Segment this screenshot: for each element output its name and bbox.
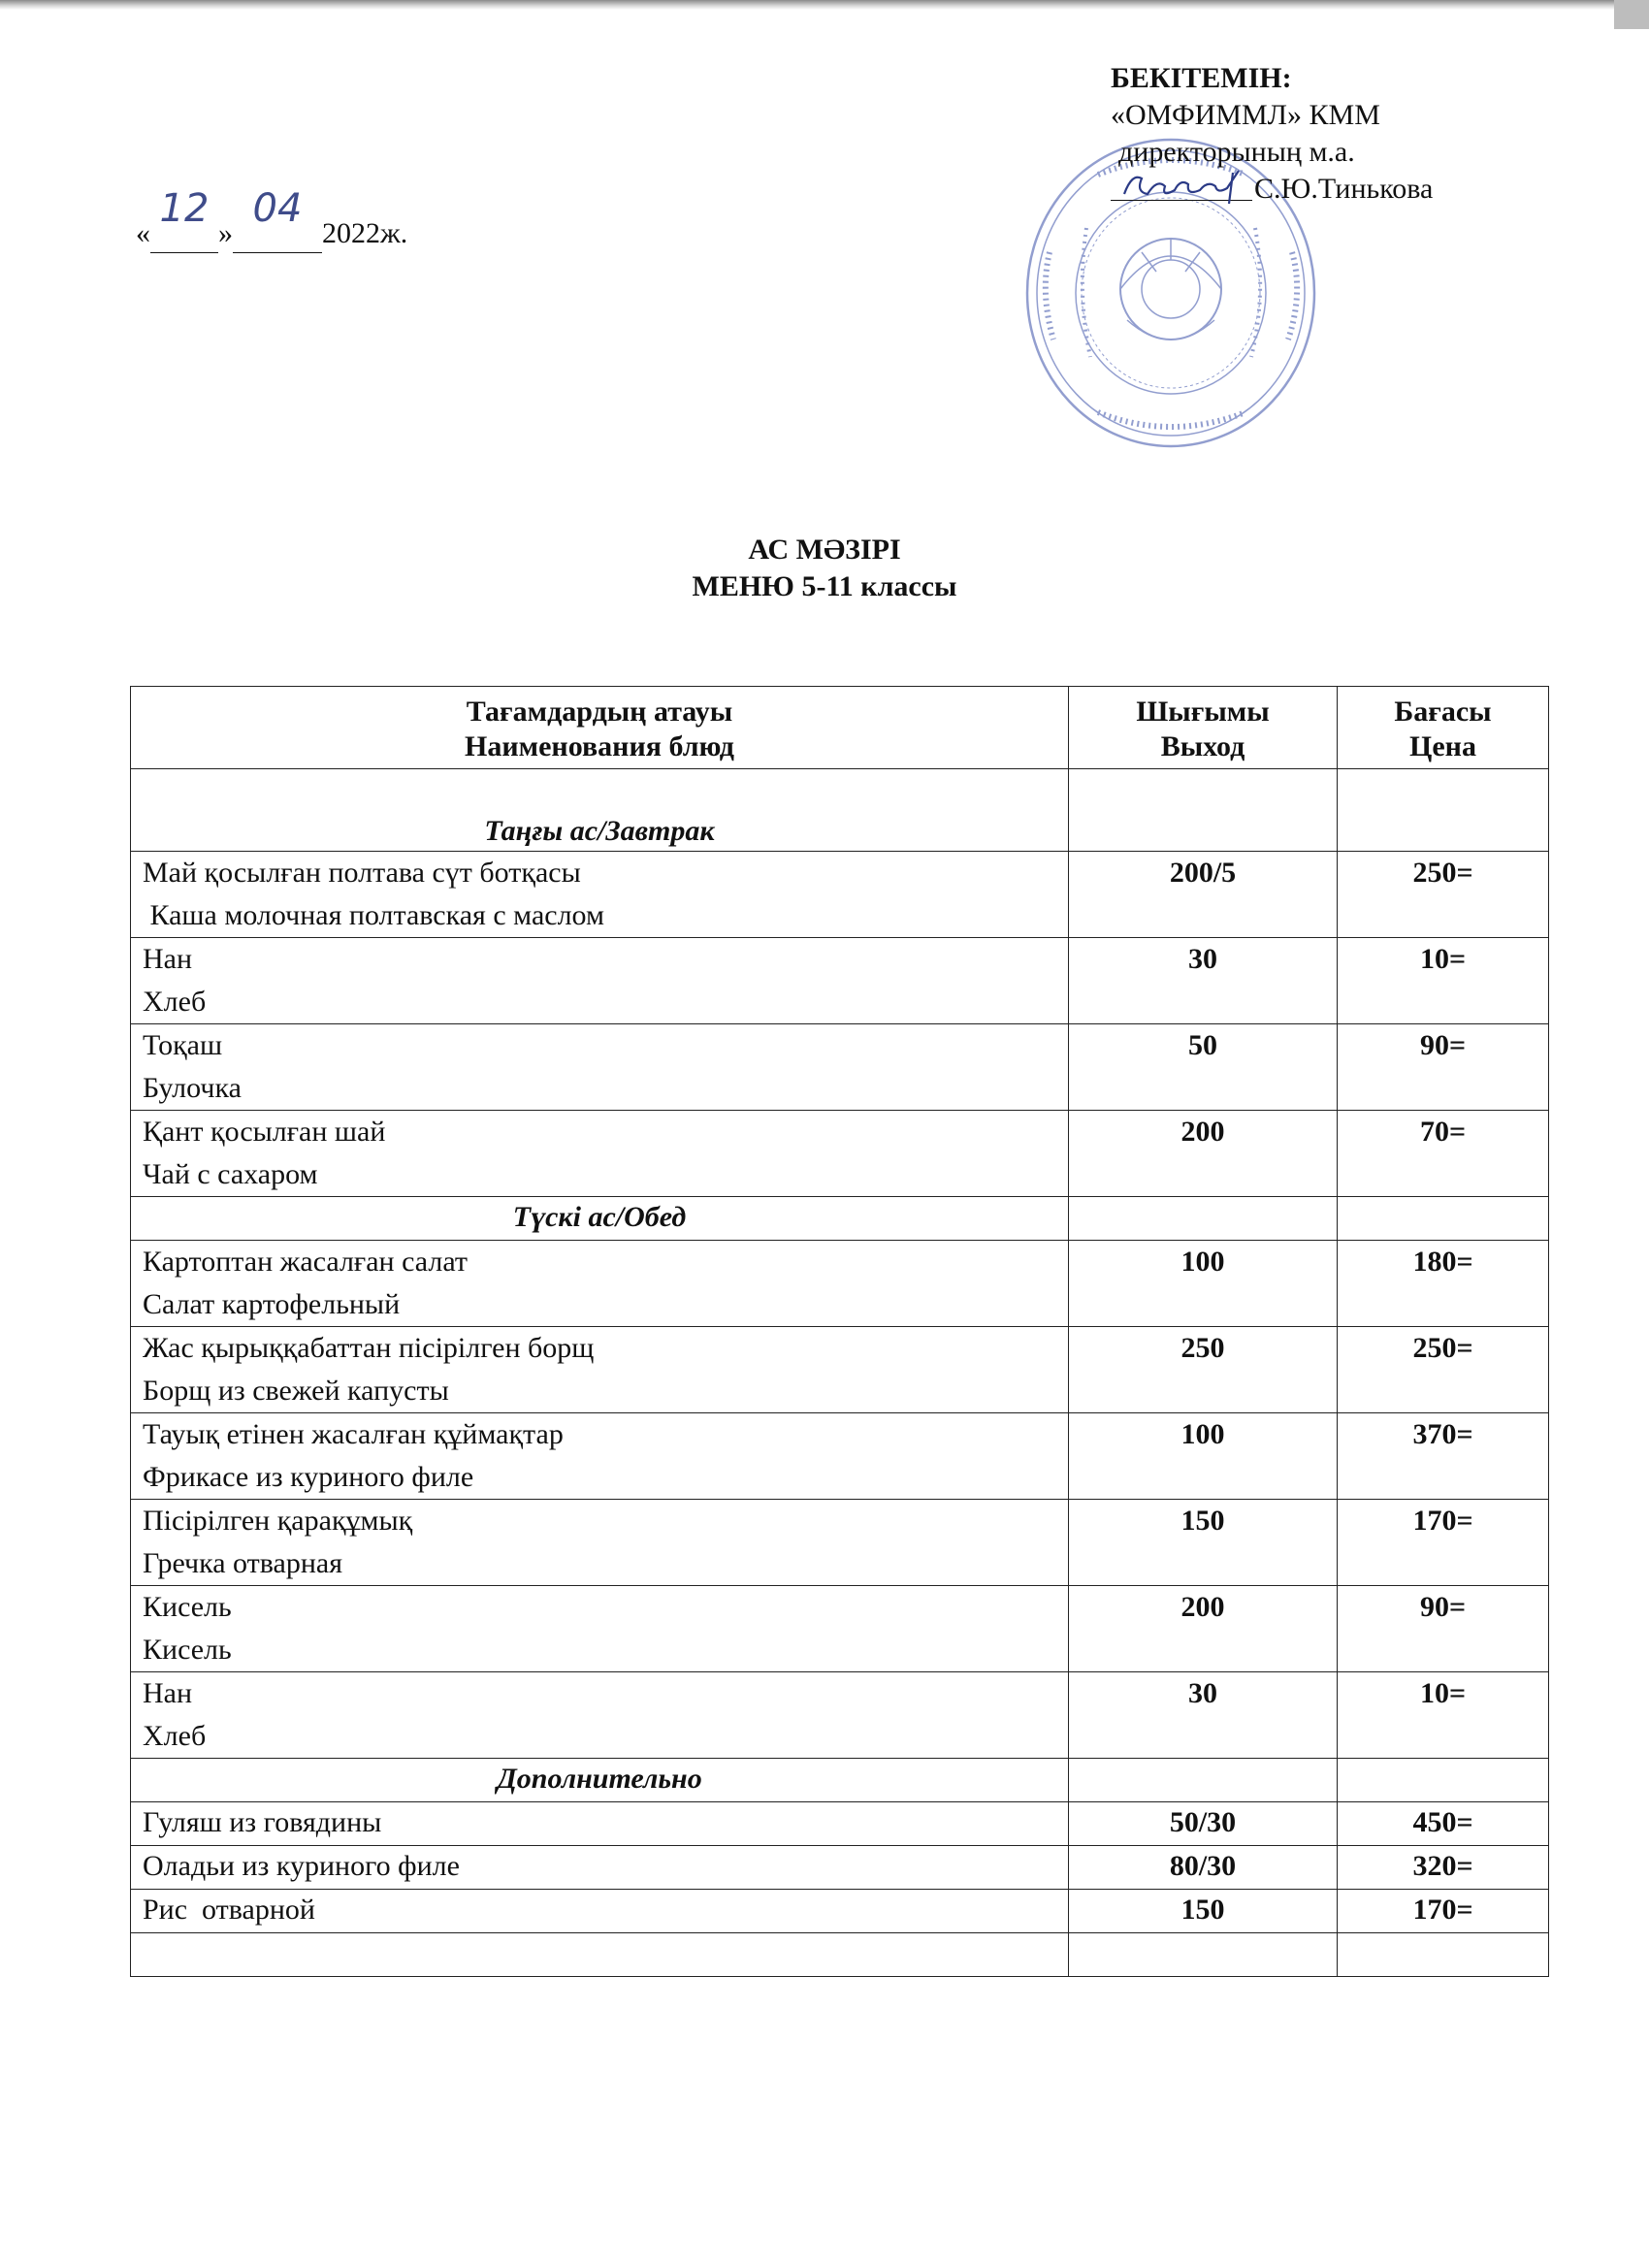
section-label: Түскі ас/Обед xyxy=(131,1197,1069,1241)
header-price-ru: Цена xyxy=(1409,730,1476,762)
header-output xyxy=(1069,687,1338,769)
dish-name xyxy=(131,1327,1069,1413)
empty-cell xyxy=(1069,1759,1338,1802)
dish-name xyxy=(131,1111,1069,1197)
dish-name xyxy=(131,1586,1069,1672)
empty-cell xyxy=(1069,1197,1338,1241)
title-kz: АС МӘЗІРІ xyxy=(748,534,901,566)
dish-name xyxy=(131,1500,1069,1586)
dish-name: Рис отварной xyxy=(131,1890,1069,1933)
empty-cell xyxy=(1069,1933,1338,1977)
dish-price: 170= xyxy=(1338,1890,1549,1933)
table-row xyxy=(131,1111,1549,1197)
date-mid-quote: » xyxy=(218,217,233,249)
dish-name-ru: Хлеб xyxy=(143,1720,207,1752)
dish-output: 30 xyxy=(1069,938,1338,1024)
table-row xyxy=(131,1672,1549,1759)
dish-price: 320= xyxy=(1338,1846,1549,1890)
dish-output: 150 xyxy=(1069,1500,1338,1586)
table-row xyxy=(131,1846,1549,1890)
table-row xyxy=(131,1241,1549,1327)
dish-price: 250= xyxy=(1338,1327,1549,1413)
approval-position: директорының м.а. xyxy=(1118,136,1355,168)
dish-name-ru: Булочка xyxy=(143,1072,242,1104)
date-day-blank xyxy=(150,186,218,253)
dish-output: 250 xyxy=(1069,1327,1338,1413)
approval-block xyxy=(1111,60,1537,210)
dish-name-kz: Нан xyxy=(143,1677,193,1709)
header-name-kz: Тағамдардың атауы xyxy=(466,696,733,728)
dish-name xyxy=(131,938,1069,1024)
dish-name xyxy=(131,1241,1069,1327)
approval-organization: «ОМФИММЛ» КММ xyxy=(1111,99,1380,131)
dish-name-ru: Чай с сахаром xyxy=(143,1158,318,1190)
header-price-kz: Бағасы xyxy=(1394,696,1492,728)
dish-name-kz: Жас қырыққабаттан пісірілген борщ xyxy=(143,1332,595,1364)
dish-name xyxy=(131,852,1069,938)
section-label: Таңғы ас/Завтрак xyxy=(131,769,1069,852)
header-name-ru: Наименования блюд xyxy=(465,730,734,762)
section-label: Дополнительно xyxy=(131,1759,1069,1802)
dish-name xyxy=(131,1024,1069,1111)
dish-output: 30 xyxy=(1069,1672,1338,1759)
dish-name xyxy=(131,1672,1069,1759)
section-row xyxy=(131,769,1549,852)
section-row xyxy=(131,1759,1549,1802)
dish-output: 150 xyxy=(1069,1890,1338,1933)
dish-output: 50/30 xyxy=(1069,1802,1338,1846)
table-row xyxy=(131,1024,1549,1111)
title-ru: МЕНЮ 5-11 классы xyxy=(692,570,957,602)
table-row xyxy=(131,1500,1549,1586)
handwritten-signature xyxy=(1118,165,1245,211)
approval-date xyxy=(136,186,408,253)
dish-price: 250= xyxy=(1338,852,1549,938)
section-row xyxy=(131,1197,1549,1241)
header-output-kz: Шығымы xyxy=(1136,696,1270,728)
date-year: 2022ж. xyxy=(322,217,408,249)
dish-price: 10= xyxy=(1338,1672,1549,1759)
signer-name: С.Ю.Тинькова xyxy=(1254,173,1434,205)
document-title xyxy=(0,532,1649,605)
date-month: 04 xyxy=(252,186,303,231)
empty-cell xyxy=(131,1933,1069,1977)
dish-name-ru: Кисель xyxy=(143,1634,232,1666)
dish-name: Оладьи из куриного филе xyxy=(131,1846,1069,1890)
dish-output: 200 xyxy=(1069,1111,1338,1197)
dish-name-kz: Картоптан жасалған салат xyxy=(143,1246,468,1278)
table-row xyxy=(131,1890,1549,1933)
header-output-ru: Выход xyxy=(1160,730,1245,762)
dish-price: 70= xyxy=(1338,1111,1549,1197)
dish-name-ru: Салат картофельный xyxy=(143,1288,401,1320)
dish-price: 10= xyxy=(1338,938,1549,1024)
dish-output: 200 xyxy=(1069,1586,1338,1672)
scan-corner xyxy=(1614,0,1649,29)
empty-cell xyxy=(1338,1759,1549,1802)
dish-price: 180= xyxy=(1338,1241,1549,1327)
dish-price: 90= xyxy=(1338,1024,1549,1111)
dish-name-kz: Май қосылған полтава сүт ботқасы xyxy=(143,857,581,889)
dish-name-ru: Гречка отварная xyxy=(143,1547,343,1579)
dish-output: 50 xyxy=(1069,1024,1338,1111)
header-name xyxy=(131,687,1069,769)
signature-line xyxy=(1111,171,1537,210)
dish-name xyxy=(131,1413,1069,1500)
date-month-blank xyxy=(233,186,322,253)
dish-price: 370= xyxy=(1338,1413,1549,1500)
empty-cell xyxy=(1338,1933,1549,1977)
dish-name-kz: Тауық етінен жасалған құймақтар xyxy=(143,1418,564,1450)
dish-name-ru: Борщ из свежей капусты xyxy=(143,1375,449,1407)
dish-output: 100 xyxy=(1069,1413,1338,1500)
scan-edge xyxy=(0,0,1649,10)
dish-name-ru: Фрикасе из куриного филе xyxy=(143,1461,474,1493)
dish-name-kz: Қант қосылған шай xyxy=(143,1116,386,1148)
dish-name-ru: Хлеб xyxy=(143,986,207,1018)
date-day: 12 xyxy=(159,186,210,231)
menu-table xyxy=(130,686,1549,1977)
header-price xyxy=(1338,687,1549,769)
table-row xyxy=(131,1586,1549,1672)
table-row xyxy=(131,1327,1549,1413)
dish-price: 90= xyxy=(1338,1586,1549,1672)
table-row xyxy=(131,938,1549,1024)
table-row xyxy=(131,1413,1549,1500)
dish-name: Гуляш из говядины xyxy=(131,1802,1069,1846)
dish-name-kz: Нан xyxy=(143,943,193,975)
empty-cell xyxy=(1338,1197,1549,1241)
approval-title: БЕКІТЕМІН: xyxy=(1111,62,1292,94)
dish-name-kz: Пісірілген қарақұмық xyxy=(143,1505,413,1537)
empty-cell xyxy=(1338,769,1549,852)
table-header-row xyxy=(131,687,1549,769)
dish-name-kz: Тоқаш xyxy=(143,1029,223,1061)
table-row xyxy=(131,852,1549,938)
empty-cell xyxy=(1069,769,1338,852)
dish-name-ru: Каша молочная полтавская с маслом xyxy=(143,899,604,931)
dish-output: 80/30 xyxy=(1069,1846,1338,1890)
dish-output: 200/5 xyxy=(1069,852,1338,938)
empty-row xyxy=(131,1933,1549,1977)
table-row xyxy=(131,1802,1549,1846)
dish-price: 450= xyxy=(1338,1802,1549,1846)
date-open-quote: « xyxy=(136,217,150,249)
dish-output: 100 xyxy=(1069,1241,1338,1327)
dish-price: 170= xyxy=(1338,1500,1549,1586)
dish-name-kz: Кисель xyxy=(143,1591,232,1623)
